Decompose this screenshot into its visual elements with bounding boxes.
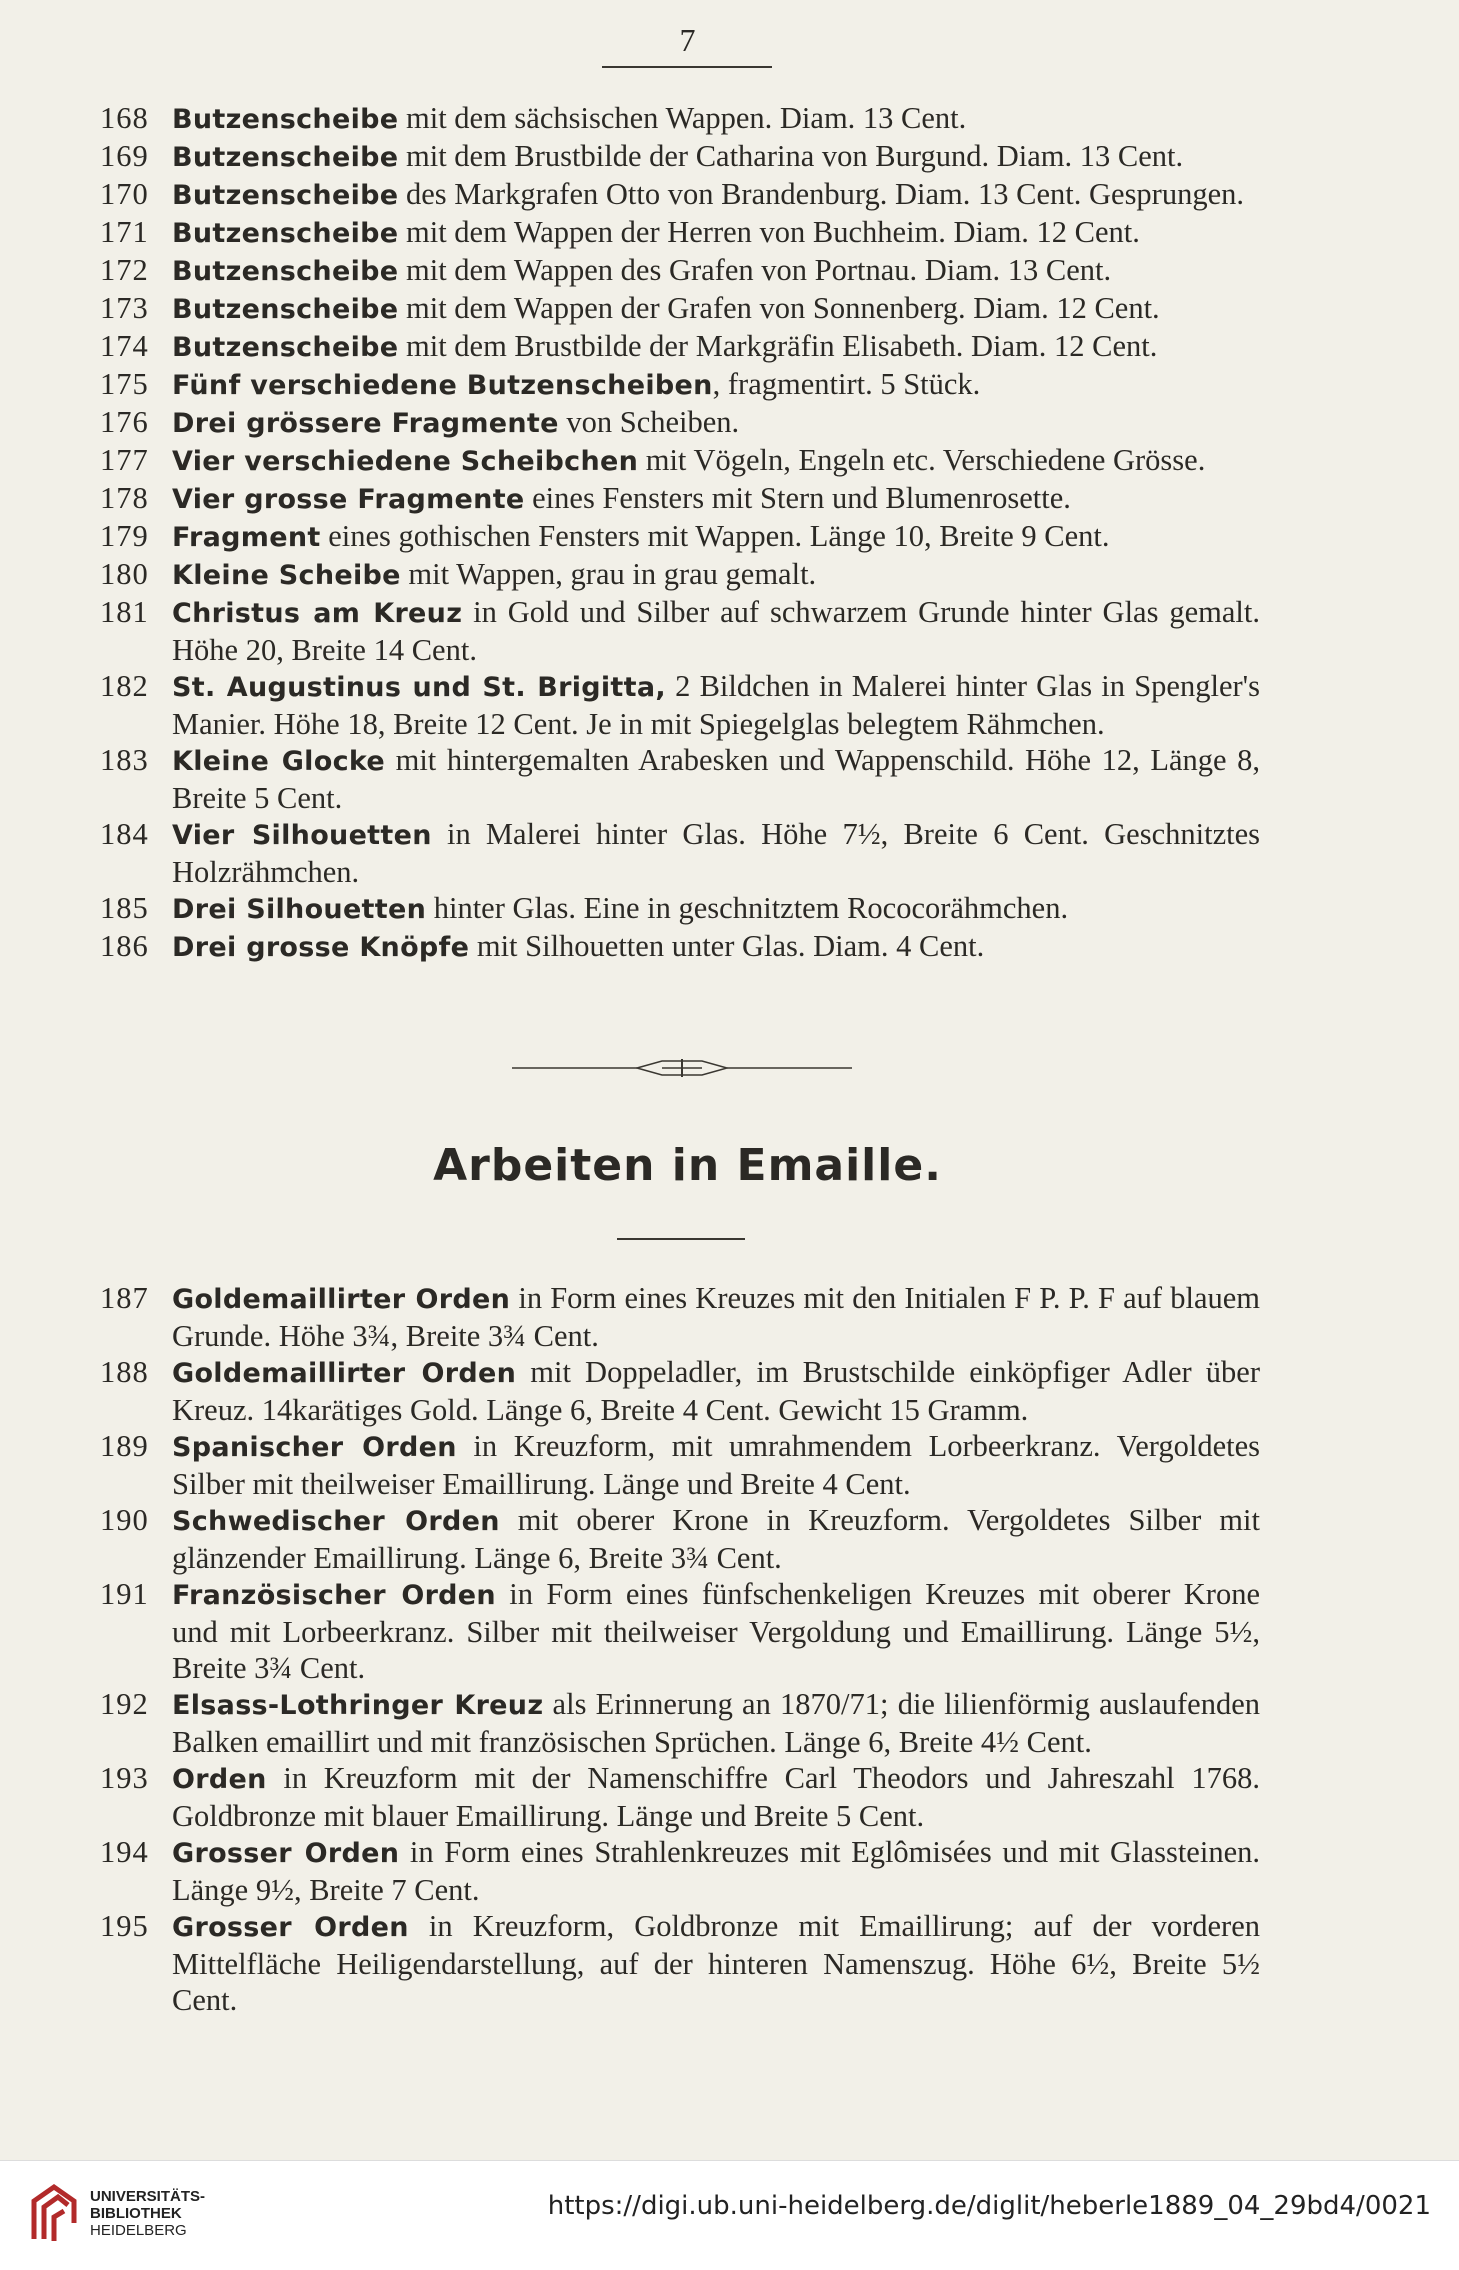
catalog-entry — [100, 290, 1260, 328]
entry-number: 172 — [100, 253, 149, 287]
catalog-entry — [100, 890, 1260, 928]
entry-text — [172, 1280, 1260, 1354]
entry-number: 193 — [100, 1761, 149, 1795]
entry-title: Goldemaillirter Orden — [172, 1358, 517, 1389]
entry-number: 180 — [100, 557, 149, 591]
entry-description: in Malerei hinter Glas. Höhe 7½, Breite 6 Cent. Geschnitztes Holzrähmchen. — [172, 817, 1260, 889]
entry-number: 184 — [100, 817, 149, 851]
catalog-entry — [100, 480, 1260, 518]
entry-title: Elsass-Lothringer Kreuz — [172, 1690, 544, 1721]
entry-text — [172, 1834, 1260, 1908]
entry-text — [172, 100, 1260, 138]
entry-description: eines gothischen Fensters mit Wappen. Länge 10, Breite 9 Cent. — [320, 519, 1110, 553]
entry-text — [172, 1686, 1260, 1760]
entry-number: 181 — [100, 595, 149, 629]
entry-text — [172, 252, 1260, 290]
entry-title: Fünf verschiedene Butzenscheiben — [172, 370, 713, 401]
entry-title: Butzenscheibe — [172, 104, 399, 135]
entry-description: mit dem Wappen des Grafen von Portnau. Diam. 13 Cent. — [398, 253, 1112, 287]
entry-description: in Form eines Kreuzes mit den Initialen F P. P. F auf blauem Grunde. Höhe 3¾, Breite 3¾ Cent. — [172, 1281, 1260, 1353]
catalog-entry — [100, 1280, 1260, 1354]
entry-description: in Kreuzform, Goldbronze mit Emaillirung; auf der vorderen Mittelfläche Heiligendarstellung, auf der hinteren Namenszug. Höhe 6½, Breite 5½ Cent. — [172, 1909, 1260, 2017]
entry-text — [172, 442, 1260, 480]
entry-title: Butzenscheibe — [172, 294, 399, 325]
entry-number: 175 — [100, 367, 149, 401]
entry-description: mit dem Wappen der Herren von Buchheim. Diam. 12 Cent. — [398, 215, 1140, 249]
catalog-section-enamel — [100, 1280, 1260, 2018]
permalink-url[interactable]: https://digi.ub.uni-heidelberg.de/diglit/heberle1889_04_29bd4/0021 — [547, 2191, 1431, 2221]
entry-number: 190 — [100, 1503, 149, 1537]
entry-number: 189 — [100, 1429, 149, 1463]
entry-description: mit Vögeln, Engeln etc. Verschiedene Grösse. — [638, 443, 1206, 477]
ornament-divider-icon — [512, 1055, 852, 1081]
entry-description: in Gold und Silber auf schwarzem Grunde hinter Glas gemalt. Höhe 20, Breite 14 Cent. — [172, 595, 1260, 667]
entry-number: 177 — [100, 443, 149, 477]
entry-text — [172, 928, 1260, 966]
entry-title: Drei Silhouetten — [172, 894, 427, 925]
entry-title: Butzenscheibe — [172, 180, 399, 211]
library-line-1: UNIVERSITÄTS- — [90, 2188, 206, 2205]
catalog-entry — [100, 668, 1260, 742]
entry-title: Butzenscheibe — [172, 256, 399, 287]
entry-text — [172, 1502, 1260, 1576]
viewer-footer — [0, 2160, 1459, 2270]
catalog-entry — [100, 816, 1260, 890]
page-number: 7 — [679, 22, 696, 58]
catalog-entry — [100, 176, 1260, 214]
entry-title: Vier grosse Fragmente — [172, 484, 525, 515]
catalog-entry — [100, 1834, 1260, 1908]
entry-title: Vier Silhouetten — [172, 820, 432, 851]
entry-text — [172, 214, 1260, 252]
entry-description: in Form eines Strahlenkreuzes mit Eglômisées und mit Glassteinen. Länge 9½, Breite 7 Cent. — [172, 1835, 1260, 1907]
entry-text — [172, 480, 1260, 518]
entry-title: Butzenscheibe — [172, 142, 399, 173]
entry-text — [172, 1760, 1260, 1834]
entry-title: Butzenscheibe — [172, 332, 399, 363]
entry-description: mit hintergemalten Arabesken und Wappenschild. Höhe 12, Länge 8, Breite 5 Cent. — [172, 743, 1260, 815]
catalog-entry — [100, 556, 1260, 594]
entry-description: mit dem Wappen der Grafen von Sonnenberg. Diam. 12 Cent. — [398, 291, 1160, 325]
ub-heidelberg-logo-icon — [28, 2179, 82, 2249]
entry-text — [172, 1428, 1260, 1502]
entry-description: mit Wappen, grau in grau gemalt. — [400, 557, 817, 591]
entry-text — [172, 668, 1260, 742]
entry-number: 170 — [100, 177, 149, 211]
entry-text — [172, 1354, 1260, 1428]
header-rule — [602, 66, 772, 68]
entry-text — [172, 1576, 1260, 1686]
entry-number: 187 — [100, 1281, 149, 1315]
entry-description: 2 Bildchen in Malerei hinter Glas in Spengler's Manier. Höhe 18, Breite 12 Cent. Je in mit Spiegelglas belegtem Rähmchen. — [172, 669, 1260, 741]
entry-description: in Form eines fünfschenkeligen Kreuzes mit oberer Krone und mit Lorbeerkranz. Silber mit theilweiser Vergoldung und Emaillirung. Länge 5½, Breite 3¾ Cent. — [172, 1577, 1260, 1685]
entry-title: Vier verschiedene Scheibchen — [172, 446, 639, 477]
entry-number: 168 — [100, 101, 149, 135]
catalog-entry — [100, 1760, 1260, 1834]
entry-text — [172, 890, 1260, 928]
entry-number: 185 — [100, 891, 149, 925]
entry-number: 195 — [100, 1909, 149, 1943]
catalog-entry — [100, 252, 1260, 290]
library-line-2: BIBLIOTHEK — [90, 2205, 182, 2222]
catalog-entry — [100, 594, 1260, 668]
entry-number: 192 — [100, 1687, 149, 1721]
entry-title: Spanischer Orden — [172, 1432, 457, 1463]
entry-description: mit Doppeladler, im Brustschilde einköpfiger Adler über Kreuz. 14karätiges Gold. Länge 6, Breite 4 Cent. Gewicht 15 Gramm. — [172, 1355, 1261, 1427]
catalog-entry — [100, 1908, 1260, 2018]
entry-text — [172, 290, 1260, 328]
entry-title: Kleine Scheibe — [172, 560, 401, 591]
entry-text — [172, 518, 1260, 556]
entry-description: als Erinnerung an 1870/71; die lilienförmig auslaufenden Balken emaillirt und mit französischen Sprüchen. Länge 6, Breite 4½ Cent. — [172, 1687, 1260, 1759]
entry-description: hinter Glas. Eine in geschnitztem Rococorähmchen. — [426, 891, 1069, 925]
entry-title: Kleine Glocke — [172, 746, 386, 777]
entry-description: mit oberer Krone in Kreuzform. Vergoldetes Silber mit glänzender Emaillirung. Länge 6, Breite 3¾ Cent. — [172, 1503, 1260, 1575]
entry-number: 179 — [100, 519, 149, 553]
entry-title: Grosser Orden — [172, 1912, 409, 1943]
entry-text — [172, 366, 1260, 404]
entry-title: Fragment — [172, 522, 321, 553]
entry-description: eines Fensters mit Stern und Blumenrosette. — [524, 481, 1071, 515]
entry-text — [172, 594, 1260, 668]
catalog-entry — [100, 366, 1260, 404]
catalog-entry — [100, 1576, 1260, 1686]
catalog-entry — [100, 1686, 1260, 1760]
library-line-3: HEIDELBERG — [90, 2222, 187, 2239]
catalog-entry — [100, 328, 1260, 366]
catalog-entry — [100, 742, 1260, 816]
entry-description: , fragmentirt. 5 Stück. — [712, 367, 981, 401]
catalog-section-glass — [100, 100, 1260, 966]
catalog-entry — [100, 100, 1260, 138]
entry-number: 194 — [100, 1835, 149, 1869]
entry-title: Christus am Kreuz — [172, 598, 463, 629]
entry-number: 178 — [100, 481, 149, 515]
entry-number: 183 — [100, 743, 149, 777]
entry-title: Orden — [172, 1764, 267, 1795]
entry-text — [172, 404, 1260, 442]
entry-title: Goldemaillirter Orden — [172, 1284, 511, 1315]
entry-description: von Scheiben. — [558, 405, 740, 439]
entry-title: Schwedischer Orden — [172, 1506, 500, 1537]
entry-number: 173 — [100, 291, 149, 325]
library-name — [90, 2188, 205, 2239]
catalog-entry — [100, 518, 1260, 556]
entry-text — [172, 328, 1260, 366]
entry-title: St. Augustinus und St. Brigitta, — [172, 672, 666, 703]
entry-title: Französischer Orden — [172, 1580, 496, 1611]
entry-title: Butzenscheibe — [172, 218, 399, 249]
entry-text — [172, 1908, 1260, 2018]
entry-text — [172, 742, 1260, 816]
section-title: Arbeiten in Emaille. — [433, 1140, 942, 1191]
entry-title: Drei grössere Fragmente — [172, 408, 559, 439]
entry-number: 176 — [100, 405, 149, 439]
entry-number: 174 — [100, 329, 149, 363]
catalog-entry — [100, 1428, 1260, 1502]
catalog-entry — [100, 928, 1260, 966]
section-rule — [617, 1238, 745, 1240]
entry-description: mit dem Brustbilde der Catharina von Burgund. Diam. 13 Cent. — [398, 139, 1184, 173]
catalog-entry — [100, 1502, 1260, 1576]
entry-description: mit dem sächsischen Wappen. Diam. 13 Cent. — [398, 101, 967, 135]
entry-text — [172, 138, 1260, 176]
entry-description: in Kreuzform mit der Namenschiffre Carl Theodors und Jahreszahl 1768. Goldbronze mit blauer Emaillirung. Länge und Breite 5 Cent. — [172, 1761, 1260, 1833]
entry-description: des Markgrafen Otto von Brandenburg. Diam. 13 Cent. Gesprungen. — [398, 177, 1245, 211]
entry-number: 186 — [100, 929, 149, 963]
entry-number: 171 — [100, 215, 149, 249]
entry-text — [172, 176, 1260, 214]
catalog-entry — [100, 442, 1260, 480]
catalog-entry — [100, 404, 1260, 442]
entry-number: 191 — [100, 1577, 149, 1611]
entry-number: 169 — [100, 139, 149, 173]
entry-text — [172, 556, 1260, 594]
entry-text — [172, 816, 1260, 890]
catalog-entry — [100, 1354, 1260, 1428]
catalog-entry — [100, 214, 1260, 252]
entry-number: 182 — [100, 669, 149, 703]
catalog-entry — [100, 138, 1260, 176]
entry-number: 188 — [100, 1355, 149, 1389]
entry-description: mit Silhouetten unter Glas. Diam. 4 Cent. — [469, 929, 985, 963]
entry-title: Drei grosse Knöpfe — [172, 932, 470, 963]
entry-title: Grosser Orden — [172, 1838, 400, 1869]
entry-description: mit dem Brustbilde der Markgräfin Elisabeth. Diam. 12 Cent. — [398, 329, 1158, 363]
entry-description: in Kreuzform, mit umrahmendem Lorbeerkranz. Vergoldetes Silber mit theilweiser Emaillirung. Länge und Breite 4 Cent. — [172, 1429, 1260, 1501]
